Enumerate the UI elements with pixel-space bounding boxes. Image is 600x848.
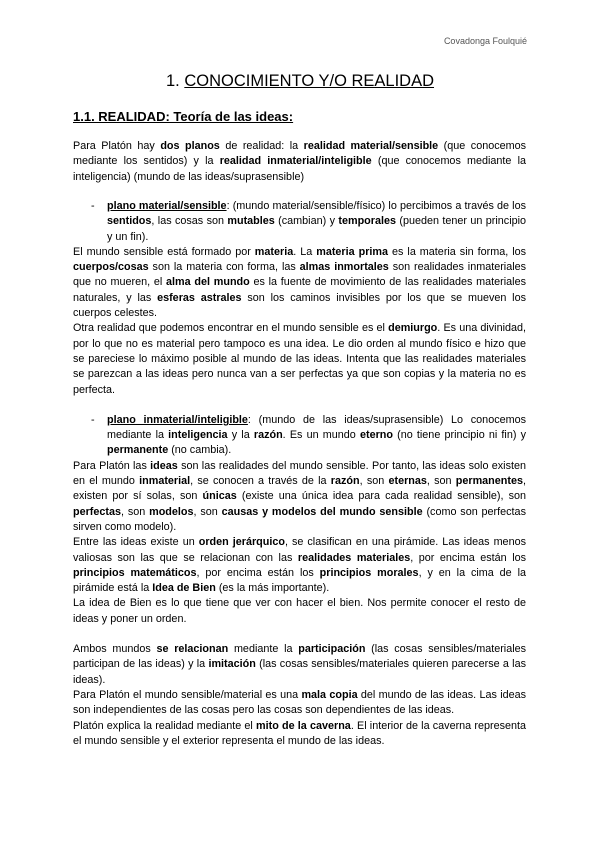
paragraph-intro	[73, 139, 526, 185]
text-run: La idea de Bien es lo que tiene que ver con hacer el bien. Nos permite conocer el resto de ideas y poner un orden.	[73, 597, 526, 625]
text-run: (como son perfectas sirven como modelo).	[73, 505, 526, 533]
text-run: El mundo sensible está formado por	[73, 245, 255, 258]
text-run: : (mundo material/sensible/físico) lo percibimos a través de los	[226, 200, 526, 212]
bold-term: sentidos	[107, 215, 152, 228]
subsection-title-text: 1.1. REALIDAD: Teoría de las ideas:	[73, 109, 294, 124]
bold-term: razón	[253, 429, 283, 442]
text-run: (cambian) y	[274, 215, 339, 228]
text-run: Entre las ideas existe un	[73, 536, 199, 549]
text-run: (las cosas sensibles/materiales participan de las ideas) y la	[73, 643, 527, 671]
text-run: , son	[426, 475, 456, 488]
text-run: Para Platón el mundo sensible/material es una	[73, 688, 302, 701]
bold-term: principios morales	[319, 566, 419, 579]
body-block-2	[73, 199, 526, 749]
text-run: . La	[293, 245, 317, 258]
text-run: , son	[193, 505, 222, 518]
text-run: (que conocemos mediante los sentidos) y la	[73, 140, 527, 168]
text-run: . Es un mundo	[282, 429, 360, 442]
text-run: Para Platón las	[73, 459, 151, 472]
bold-term: realidades materiales	[297, 551, 411, 564]
bold-term: ideas	[150, 459, 178, 472]
bold-underlined-term: plano material/sensible	[107, 200, 227, 212]
text-run: son las realidades del mundo sensible. Por tanto, las ideas solo existen en el mundo	[73, 459, 526, 488]
bold-term: almas inmortales	[299, 261, 389, 274]
text-run: (que conocemos mediante la inteligencia) (mundo de las ideas/suprasensible)	[73, 155, 526, 183]
author-header: Covadonga Foulquié	[443, 36, 527, 46]
text-run: , son	[121, 505, 150, 518]
paragraph-ideas	[73, 459, 526, 535]
bold-term: eterno	[359, 429, 393, 442]
bold-term: modelos	[149, 505, 194, 518]
bold-term: realidad material/sensible	[303, 140, 439, 152]
paragraph-jerarquia	[73, 535, 526, 596]
body-block-1	[73, 139, 526, 185]
bullet-plano-inmaterial	[73, 413, 526, 459]
bold-term: alma del mundo	[166, 276, 250, 289]
text-run: son la materia con forma, las	[148, 261, 300, 274]
subsection-title	[73, 109, 293, 124]
bullet-dash: -	[91, 200, 95, 212]
bold-term: Idea de Bien	[152, 582, 216, 595]
text-run: , las cosas son	[151, 215, 228, 228]
text-run: , son	[359, 475, 389, 488]
bold-term: razón	[330, 475, 360, 488]
text-run: , por encima están los	[196, 566, 320, 579]
bold-term: orden jerárquico	[198, 536, 285, 549]
paragraph-demiurgo	[73, 321, 526, 397]
paragraph-caverna	[73, 719, 526, 750]
bold-term: perfectas	[73, 505, 122, 518]
text-run: (es la más importante).	[215, 582, 330, 595]
bullet-dash: -	[91, 413, 95, 426]
bold-term: materia prima	[316, 245, 389, 258]
text-run: mediante la	[228, 643, 299, 656]
bold-term: causas y modelos del mundo sensible	[221, 505, 423, 518]
text-run: Platón explica la realidad mediante el	[73, 719, 257, 732]
text-run: (no tiene principio ni fin) y	[392, 429, 526, 442]
bold-term: imitación	[208, 658, 256, 671]
bold-term: mutables	[227, 215, 275, 228]
bold-term: temporales	[338, 215, 396, 228]
bold-underlined-term: plano inmaterial/inteligible	[107, 413, 248, 426]
bold-term: dos planos	[160, 140, 220, 152]
text-run: de realidad: la	[219, 140, 304, 152]
bold-term: mala copia	[301, 688, 358, 701]
bold-term: cuerpos/cosas	[73, 261, 149, 274]
bold-term: esferas astrales	[157, 291, 242, 304]
text-run: (pueden tener un principio y un fin).	[107, 215, 526, 243]
text-run: , se clasifican en una pirámide. Las ideas menos valiosas son las que se relacionan con las	[73, 536, 526, 564]
text-run: , y en la cima de la pirámide está la	[73, 566, 526, 595]
text-run: son realidades inmateriales que no mueren, el	[73, 261, 526, 289]
text-run: Otra realidad que podemos encontrar en el mundo sensible es el	[73, 322, 389, 335]
text-run: . Es una divinidad, por lo que no es material pero tampoco es una idea. Le dio orden al mundo físico e hizo que se pareciese lo máximo posible al mundo de las ideas. Intenta que las realidades materiales se parezcan a las ideas pero nunca van a ser perfectas ya que son copias y la materia no es perfecta.	[73, 322, 526, 396]
bold-term: se relacionan	[156, 643, 229, 656]
paragraph-gap	[73, 627, 526, 642]
bullet-plano-material	[73, 199, 526, 245]
paragraph-relacion	[73, 642, 526, 688]
text-run: Ambos mundos	[73, 643, 157, 656]
paragraph-idea-bien	[73, 596, 526, 627]
bold-term: permanentes	[455, 475, 523, 488]
bold-term: únicas	[202, 490, 237, 503]
text-run: Para Platón hay	[73, 140, 161, 152]
text-run: (las cosas sensibles/materiales quieren parecerse a las ideas).	[73, 658, 526, 686]
bold-term: permanente	[107, 444, 169, 457]
bold-term: eternas	[388, 475, 427, 488]
bold-term: inmaterial	[139, 475, 191, 488]
text-run: , existen por sí solas, son	[73, 475, 526, 503]
section-title-text: CONOCIMIENTO Y/O REALIDAD	[184, 72, 435, 90]
text-run: y la	[227, 429, 254, 442]
bold-term: realidad inmaterial/inteligible	[219, 155, 372, 168]
text-run: , se conocen a través de la	[190, 475, 331, 488]
text-run: (existe una única idea para cada realidad sensible), son	[236, 490, 527, 503]
bold-term: inteligencia	[168, 429, 228, 442]
bold-term: principios matemáticos	[73, 566, 197, 579]
paragraph-mundo-sensible	[73, 245, 526, 321]
text-run: del mundo de las ideas. Las ideas son independientes de las cosas pero las cosas son dependientes de las ideas.	[73, 688, 527, 717]
text-run: son los caminos invisibles por los que se mueven los cuerpos celestes.	[73, 291, 526, 320]
paragraph-gap	[73, 398, 526, 413]
bold-term: demiurgo	[388, 322, 438, 335]
text-run: es la fuente de movimiento de las realidades materiales naturales, y las	[73, 276, 526, 304]
text-run: : (mundo de las ideas/suprasensible) Lo conocemos mediante la	[107, 413, 526, 442]
bold-term: participación	[298, 643, 366, 656]
bold-term: mito de la caverna	[256, 719, 351, 732]
bold-term: materia	[254, 245, 294, 258]
text-run: . El interior de la caverna representa el mundo sensible y el exterior representa el mundo de las ideas.	[73, 719, 526, 747]
section-number: 1.	[165, 72, 185, 90]
text-run: (no cambia).	[168, 444, 232, 457]
text-run: , por encima están los	[410, 551, 526, 564]
paragraph-mala-copia	[73, 688, 526, 719]
text-run: es la materia sin forma, los	[388, 245, 526, 258]
section-title	[0, 72, 600, 91]
